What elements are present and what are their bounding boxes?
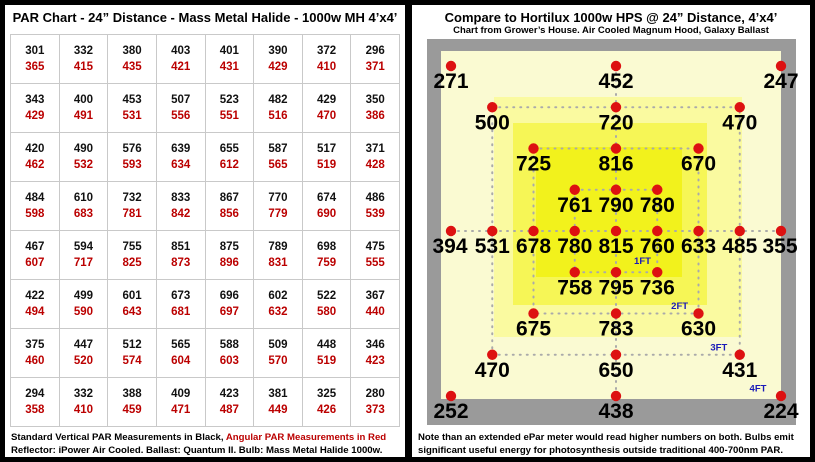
table-row <box>11 84 400 133</box>
angular-par-value: 551 <box>219 110 239 122</box>
vertical-par-value: 587 <box>268 143 288 155</box>
vertical-par-value: 482 <box>268 94 288 106</box>
ring-distance-label: 3FT <box>710 342 728 354</box>
par-cell <box>11 182 60 231</box>
par-value-label: 761 <box>557 193 593 217</box>
angular-par-value: 531 <box>122 110 142 122</box>
par-value-label: 675 <box>515 317 552 341</box>
angular-par-value: 539 <box>365 208 385 220</box>
vertical-par-value: 475 <box>365 241 385 253</box>
vertical-par-value: 770 <box>268 192 288 204</box>
par-value-label: 633 <box>680 235 717 258</box>
par-value-label: 470 <box>474 358 510 382</box>
angular-par-value: 873 <box>171 257 191 269</box>
vertical-par-value: 403 <box>171 45 191 57</box>
angular-par-value: 681 <box>171 306 191 318</box>
vertical-par-value: 610 <box>73 192 94 204</box>
angular-par-value: 574 <box>122 355 142 367</box>
par-value-label: 670 <box>680 152 717 176</box>
ring-distance-label: 1FT <box>634 255 651 267</box>
angular-par-value: 604 <box>171 355 191 367</box>
angular-par-value: 779 <box>268 208 288 220</box>
vertical-par-value: 325 <box>316 388 337 400</box>
par-value-label: 452 <box>598 70 634 93</box>
angular-par-value: 519 <box>316 355 337 367</box>
angular-par-value: 459 <box>122 404 142 416</box>
table-row <box>11 280 400 329</box>
angular-par-value: 565 <box>268 159 288 171</box>
angular-par-value: 435 <box>122 61 142 73</box>
footnote-angular-legend: Angular PAR Measurements in Red <box>225 432 387 443</box>
vertical-par-value: 296 <box>365 45 385 57</box>
vertical-par-value: 343 <box>25 94 45 106</box>
footnote-vertical-legend: Standard Vertical PAR Measurements in Black, <box>11 432 226 443</box>
vertical-par-value: 655 <box>219 143 239 155</box>
angular-par-value: 470 <box>316 110 337 122</box>
vertical-par-value: 388 <box>122 388 142 400</box>
par-value-label: 485 <box>722 235 758 258</box>
par-cell <box>59 133 108 182</box>
angular-par-value: 520 <box>73 355 94 367</box>
par-value-label: 783 <box>598 317 634 341</box>
angular-par-value: 842 <box>171 208 191 220</box>
angular-par-value: 717 <box>73 257 94 269</box>
vertical-par-value: 409 <box>171 388 191 400</box>
angular-par-value: 449 <box>268 404 288 416</box>
angular-par-value: 556 <box>171 110 191 122</box>
vertical-par-value: 594 <box>73 241 94 253</box>
par-cell <box>254 231 303 280</box>
par-cell <box>254 182 303 231</box>
vertical-par-value: 499 <box>73 290 94 302</box>
par-cell <box>205 280 254 329</box>
angular-par-value: 570 <box>268 355 288 367</box>
angular-par-value: 634 <box>171 159 191 171</box>
vertical-par-value: 490 <box>73 143 94 155</box>
angular-par-value: 643 <box>122 306 142 318</box>
table-row <box>11 231 400 280</box>
par-cell <box>11 84 60 133</box>
vertical-par-value: 420 <box>25 143 45 155</box>
par-cell <box>59 280 108 329</box>
angular-par-value: 580 <box>316 306 337 318</box>
par-cell <box>254 280 303 329</box>
angular-par-value: 487 <box>219 404 239 416</box>
vertical-par-value: 332 <box>73 388 94 400</box>
angular-par-value: 471 <box>171 404 191 416</box>
angular-par-value: 410 <box>316 61 337 73</box>
footnote-equipment: Reflector: iPower Air Cooled. Ballast: Quantum II. Bulb: Mass Metal Halide 1000w. <box>11 444 383 456</box>
angular-par-value: 428 <box>365 159 385 171</box>
table-row <box>11 329 400 378</box>
par-cell <box>351 280 400 329</box>
par-value-label: 780 <box>639 193 675 217</box>
par-value-label: 247 <box>763 70 799 93</box>
par-table <box>10 34 400 427</box>
vertical-par-value: 523 <box>219 94 239 106</box>
angular-par-value: 590 <box>73 306 94 318</box>
par-table-title: PAR Chart - 24” Distance - Mass Metal Halide - 1000w MH 4’x4’ <box>12 10 398 25</box>
par-value-label: 780 <box>557 235 593 258</box>
angular-par-value: 759 <box>316 257 337 269</box>
par-cell <box>59 35 108 84</box>
angular-par-value: 831 <box>268 257 288 269</box>
par-cell <box>156 280 205 329</box>
vertical-par-value: 301 <box>25 45 45 57</box>
par-cell <box>254 378 303 427</box>
vertical-par-value: 453 <box>122 94 142 106</box>
vertical-par-value: 698 <box>316 241 337 253</box>
vertical-par-value: 486 <box>365 192 385 204</box>
vertical-par-value: 422 <box>25 290 45 302</box>
par-cell <box>11 231 60 280</box>
vertical-par-value: 602 <box>268 290 288 302</box>
par-cell <box>156 231 205 280</box>
par-cell <box>156 329 205 378</box>
par-cell <box>11 133 60 182</box>
vertical-par-value: 423 <box>219 388 239 400</box>
par-cell <box>351 378 400 427</box>
angular-par-value: 516 <box>268 110 288 122</box>
angular-par-value: 612 <box>219 159 239 171</box>
par-table-panel <box>5 5 405 457</box>
vertical-par-value: 867 <box>219 192 239 204</box>
par-cell <box>156 378 205 427</box>
par-cell <box>302 329 351 378</box>
angular-par-value: 371 <box>365 61 385 73</box>
angular-par-value: 386 <box>365 110 385 122</box>
angular-par-value: 603 <box>219 355 239 367</box>
angular-par-value: 683 <box>73 208 94 220</box>
vertical-par-value: 565 <box>171 339 191 351</box>
par-cell <box>59 329 108 378</box>
par-value-label: 271 <box>433 70 469 93</box>
vertical-par-value: 673 <box>171 290 191 302</box>
vertical-par-value: 381 <box>268 388 288 400</box>
par-cell <box>254 329 303 378</box>
par-value-label: 630 <box>680 317 717 341</box>
vertical-par-value: 509 <box>268 339 288 351</box>
par-value-label: 760 <box>639 235 675 258</box>
par-value-label: 500 <box>474 111 510 135</box>
par-cell <box>302 378 351 427</box>
vertical-par-value: 375 <box>25 339 45 351</box>
par-cell <box>11 329 60 378</box>
par-cell <box>302 35 351 84</box>
angular-par-value: 410 <box>73 404 94 416</box>
par-cell <box>302 133 351 182</box>
par-cell <box>205 84 254 133</box>
par-cell <box>108 231 157 280</box>
vertical-par-value: 674 <box>316 192 337 204</box>
angular-par-value: 519 <box>316 159 337 171</box>
angular-par-value: 896 <box>219 257 239 269</box>
hps-subtitle: Chart from Grower’s House. Air Cooled Magnum Hood, Galaxy Ballast <box>453 25 769 36</box>
par-cell <box>108 329 157 378</box>
angular-par-value: 825 <box>122 257 142 269</box>
par-cell <box>108 133 157 182</box>
angular-par-value: 423 <box>365 355 385 367</box>
angular-par-value: 781 <box>122 208 142 220</box>
angular-par-value: 856 <box>219 208 239 220</box>
ring-distance-label: 2FT <box>671 301 689 313</box>
vertical-par-value: 601 <box>122 290 142 302</box>
hps-footnote: Note than an extended ePar meter would read higher numbers on both. Bulbs emit significant useful energy for photosynthesis outside traditional 400-700nm PAR. <box>418 432 794 456</box>
par-cell <box>302 182 351 231</box>
vertical-par-value: 576 <box>122 143 142 155</box>
angular-par-value: 555 <box>365 257 385 269</box>
vertical-par-value: 789 <box>268 241 288 253</box>
vertical-par-value: 350 <box>365 94 385 106</box>
par-value-label: 725 <box>515 152 552 176</box>
angular-par-value: 632 <box>268 306 288 318</box>
vertical-par-value: 507 <box>171 94 191 106</box>
vertical-par-value: 851 <box>171 241 191 253</box>
table-row <box>11 35 400 84</box>
par-table-footnote <box>11 432 401 457</box>
par-cell <box>254 84 303 133</box>
angular-par-value: 593 <box>122 159 142 171</box>
vertical-par-value: 429 <box>316 94 337 106</box>
vertical-par-value: 755 <box>122 241 142 253</box>
angular-par-value: 491 <box>73 110 94 122</box>
par-cell <box>351 182 400 231</box>
par-value-label: 252 <box>433 400 469 423</box>
par-cell <box>11 35 60 84</box>
angular-par-value: 358 <box>25 404 45 416</box>
par-cell <box>351 329 400 378</box>
angular-par-value: 431 <box>219 61 239 73</box>
vertical-par-value: 467 <box>25 241 45 253</box>
par-value-label: 736 <box>639 276 675 300</box>
vertical-par-value: 833 <box>171 192 191 204</box>
hps-comparison-panel <box>412 5 810 457</box>
par-cell <box>156 182 205 231</box>
par-cell <box>59 84 108 133</box>
vertical-par-value: 517 <box>316 143 337 155</box>
par-value-label: 531 <box>474 235 510 258</box>
angular-par-value: 494 <box>25 306 45 318</box>
angular-par-value: 462 <box>25 159 45 171</box>
par-cell <box>254 35 303 84</box>
par-cell <box>254 133 303 182</box>
par-cell <box>302 231 351 280</box>
par-value-label: 394 <box>432 235 468 258</box>
angular-par-value: 460 <box>25 355 45 367</box>
par-value-label: 224 <box>763 400 799 423</box>
par-cell <box>302 280 351 329</box>
hps-title: Compare to Hortilux 1000w HPS @ 24” Distance, 4’x4’ <box>444 10 778 25</box>
vertical-par-value: 371 <box>365 143 385 155</box>
par-cell <box>351 133 400 182</box>
vertical-par-value: 512 <box>122 339 142 351</box>
vertical-par-value: 346 <box>365 339 385 351</box>
vertical-par-value: 588 <box>219 339 239 351</box>
vertical-par-value: 484 <box>25 192 45 204</box>
vertical-par-value: 732 <box>122 192 142 204</box>
par-value-label: 650 <box>598 358 634 382</box>
par-cell <box>351 35 400 84</box>
par-cell <box>59 231 108 280</box>
table-row <box>11 133 400 182</box>
par-value-label: 438 <box>598 400 634 423</box>
vertical-par-value: 390 <box>268 45 288 57</box>
par-value-label: 790 <box>598 193 634 217</box>
angular-par-value: 697 <box>219 306 239 318</box>
angular-par-value: 532 <box>73 159 94 171</box>
vertical-par-value: 401 <box>219 45 239 57</box>
par-value-label: 795 <box>598 276 634 300</box>
angular-par-value: 365 <box>25 61 45 73</box>
vertical-par-value: 332 <box>73 45 94 57</box>
par-cell <box>302 84 351 133</box>
vertical-par-value: 372 <box>316 45 337 57</box>
table-row <box>11 378 400 427</box>
angular-par-value: 598 <box>25 208 45 220</box>
par-value-label: 758 <box>557 276 593 300</box>
vertical-par-value: 696 <box>219 290 239 302</box>
par-cell <box>11 378 60 427</box>
angular-par-value: 607 <box>25 257 45 269</box>
par-value-label: 470 <box>722 111 758 135</box>
par-cell <box>108 378 157 427</box>
angular-par-value: 429 <box>268 61 288 73</box>
angular-par-value: 429 <box>25 110 45 122</box>
par-cell <box>156 133 205 182</box>
vertical-par-value: 400 <box>73 94 94 106</box>
par-cell <box>205 329 254 378</box>
vertical-par-value: 875 <box>219 241 239 253</box>
vertical-par-value: 522 <box>316 290 337 302</box>
par-cell <box>205 231 254 280</box>
angular-par-value: 421 <box>171 61 191 73</box>
ring-distance-label: 4FT <box>749 383 767 395</box>
par-value-label: 355 <box>762 235 798 258</box>
par-cell <box>205 133 254 182</box>
par-value-label: 815 <box>598 235 634 258</box>
par-cell <box>59 378 108 427</box>
angular-par-value: 440 <box>365 306 385 318</box>
par-cell <box>351 84 400 133</box>
vertical-par-value: 447 <box>73 339 94 351</box>
par-value-label: 720 <box>598 111 634 135</box>
angular-par-value: 690 <box>316 208 337 220</box>
par-cell <box>11 280 60 329</box>
par-value-label: 678 <box>515 235 552 258</box>
par-cell <box>156 84 205 133</box>
vertical-par-value: 380 <box>122 45 142 57</box>
vertical-par-value: 280 <box>365 388 385 400</box>
table-row <box>11 182 400 231</box>
par-cell <box>108 84 157 133</box>
par-cell <box>59 182 108 231</box>
par-cell <box>108 182 157 231</box>
vertical-par-value: 639 <box>171 143 191 155</box>
par-cell <box>205 378 254 427</box>
vertical-par-value: 367 <box>365 290 385 302</box>
angular-par-value: 373 <box>365 404 385 416</box>
par-cell <box>205 35 254 84</box>
hps-par-map <box>412 5 810 457</box>
par-cell <box>156 35 205 84</box>
angular-par-value: 415 <box>73 61 94 73</box>
par-cell <box>108 35 157 84</box>
par-cell <box>205 182 254 231</box>
par-value-label: 431 <box>722 358 758 382</box>
par-cell <box>108 280 157 329</box>
vertical-par-value: 294 <box>25 388 45 400</box>
par-value-label: 816 <box>598 152 634 176</box>
vertical-par-value: 448 <box>316 339 337 351</box>
par-cell <box>351 231 400 280</box>
angular-par-value: 426 <box>316 404 337 416</box>
